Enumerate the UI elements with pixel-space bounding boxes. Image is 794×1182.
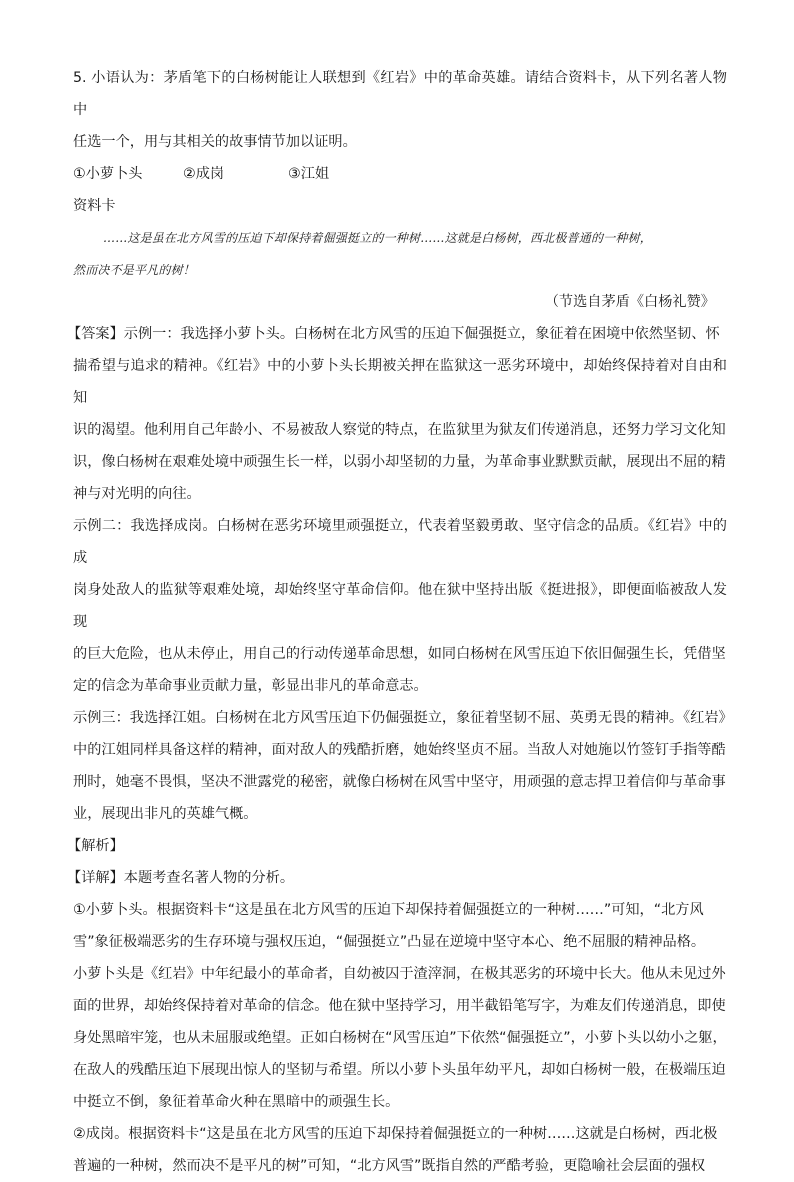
- analysis-line: 小萝卜头是《红岩》中年纪最小的革命者，自幼被囚于渣滓洞，在极其恶劣的环境中长大。他从未见过外: [73, 966, 726, 982]
- document-content: [67, 62, 733, 1182]
- answer-line: 识的渴望。他利用自己年龄小、不易被敌人察觉的特点，在监狱里为狱友们传递消息，还努力学习文化知: [73, 422, 726, 438]
- answer-line: 的巨大危险，也从未停止，用自己的行动传递革命思想，如同白杨树在风雪压迫下依旧倔强生长，凭借坚: [73, 646, 726, 662]
- answer-line: 示例二：我选择成岗。白杨树在恶劣环境里顽强挺立，代表着坚毅勇敢、坚守信念的品质。《红岩》中的成: [73, 518, 727, 566]
- option-2: ②成岗: [183, 166, 225, 182]
- analysis-line: 雪”象征极端恶劣的生存环境与强权压迫，“倔强挺立”凸显在逆境中坚守本心、绝不屈服的精神品格。: [73, 934, 706, 950]
- answer-line: 揣希望与追求的精神。《红岩》中的小萝卜头长期被关押在监狱这一恶劣环境中，却始终保持着对自由和知: [73, 358, 727, 406]
- answer-line: 【答案】示例一：我选择小萝卜头。白杨树在北方风雪的压迫下倔强挺立，象征着在困境中依然坚韧、怀: [67, 326, 720, 342]
- answer-line: 定的信念为革命事业贡献力量，彰显出非凡的革命意志。: [73, 678, 428, 694]
- analysis-line: 身处黑暗牢笼，也从未屈服或绝望。正如白杨树在“风雪压迫”下依然“倔强挺立”，小萝卜头以幼小之躯，: [73, 1030, 727, 1046]
- answer-line: 刑时，她毫不畏惧，坚决不泄露党的秘密，就像白杨树在风雪中坚守，用顽强的意志捍卫着信仰与革命事: [73, 774, 726, 790]
- question-text-line-2: 任选一个，用与其相关的故事情节加以证明。: [73, 134, 357, 150]
- option-1: ①小萝卜头: [73, 166, 143, 182]
- analysis-line: 普遍的一种树，然而决不是平凡的树”可知，“北方风雪”既指自然的严酷考验，更隐喻社会层面的强权: [73, 1158, 706, 1174]
- analysis-line: 面的世界，却始终保持着对革命的信念。他在狱中坚持学习，用半截铅笔写字，为难友们传递消息，即使: [73, 998, 726, 1014]
- card-quote-line-1: ……这是虽在北方风雪的压迫下却保持着倔强挺立的一种树……这就是白杨树，西北极普通的一种树，: [103, 231, 653, 245]
- option-3: ③江姐: [288, 166, 330, 182]
- analysis-tag: 【解析】: [67, 838, 124, 854]
- answer-line: 示例三：我选择江姐。白杨树在北方风雪压迫下仍倔强挺立，象征着坚韧不屈、英勇无畏的精神。《红岩》: [73, 710, 733, 726]
- question-text-line-1: 5. 小语认为：茅盾笔下的白杨树能让人联想到《红岩》中的革命英雄。请结合资料卡，从下列名著人物中: [73, 70, 727, 118]
- question-options: [73, 158, 727, 190]
- analysis-line: 【详解】本题考查名著人物的分析。: [67, 870, 295, 886]
- answer-line: 岗身处敌人的监狱等艰难处境，却始终坚守革命信仰。他在狱中坚持出版《挺进报》，即便面临被敌人发现: [73, 582, 727, 630]
- card-quote-line-2: 然而决不是平凡的树！: [73, 263, 196, 277]
- answer-line: 神与对光明的向往。: [73, 486, 201, 502]
- answer-line: 识，像白杨树在艰难处境中顽强生长一样，以弱小却坚韧的力量，为革命事业默默贡献，展现出不屈的精: [73, 454, 726, 470]
- card-source: （节选自茅盾《白杨礼赞》: [544, 294, 715, 310]
- analysis-line: ①小萝卜头。根据资料卡“这是虽在北方风雪的压迫下却保持着倔强挺立的一种树……”可知，“北方风: [73, 902, 704, 918]
- answer-line: 业，展现出非凡的英雄气概。: [73, 806, 258, 822]
- analysis-line: ②成岗。根据资料卡“这是虽在北方风雪的压迫下却保持着倔强挺立的一种树……这就是白杨树，西北极: [73, 1126, 718, 1142]
- answer-line: 中的江姐同样具备这样的精神，面对敌人的残酷折磨，她始终坚贞不屈。当敌人对她施以竹签钉手指等酷: [73, 742, 726, 758]
- analysis-line: 中挺立不倒，象征着革命火种在黑暗中的顽强生长。: [73, 1094, 400, 1110]
- card-title: 资料卡: [73, 198, 116, 214]
- analysis-line: 在敌人的残酷压迫下展现出惊人的坚韧与希望。所以小萝卜头虽年幼平凡，却如白杨树一般，在极端压迫: [73, 1062, 726, 1078]
